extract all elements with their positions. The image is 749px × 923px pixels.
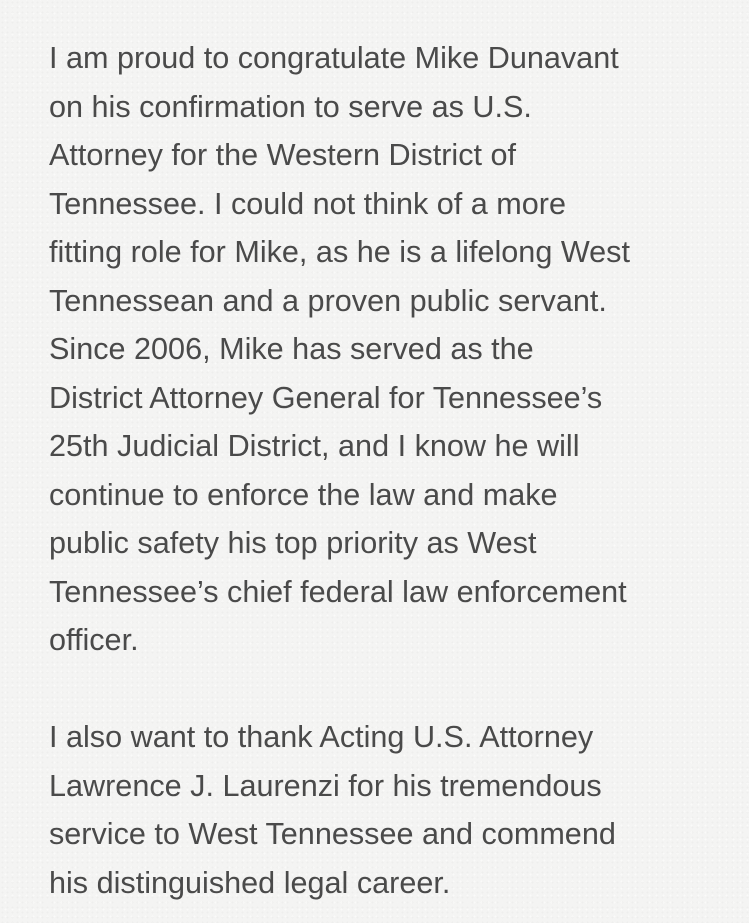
text-line: continue to enforce the law and make	[49, 477, 558, 512]
paragraph-1	[49, 34, 739, 665]
text-line: Lawrence J. Laurenzi for his tremendous	[49, 768, 602, 803]
text-line: officer.	[49, 623, 139, 657]
text-line: public safety his top priority as West	[49, 526, 537, 560]
text-line: Tennessee. I could not think of a more	[49, 186, 567, 221]
text-line: Tennessee’s chief federal law enforcement	[49, 574, 627, 609]
text-line: Attorney for the Western District of	[49, 138, 517, 172]
text-line: I also want to thank Acting U.S. Attorney	[49, 720, 594, 754]
text-line: on his confirmation to serve as U.S.	[49, 89, 532, 124]
text-line: Since 2006, Mike has served as the	[49, 332, 534, 366]
text-line: 25th Judicial District, and I know he will	[49, 429, 580, 463]
paragraph-2	[49, 713, 739, 907]
paragraph-gap	[49, 665, 739, 714]
text-line: his distinguished legal career.	[49, 865, 451, 900]
text-line: I am proud to congratulate Mike Dunavant	[49, 41, 619, 75]
text-line: District Attorney General for Tennessee’s	[49, 380, 603, 415]
text-line: fitting role for Mike, as he is a lifelong West	[49, 235, 630, 269]
text-line: service to West Tennessee and commend	[49, 817, 616, 851]
note-text	[49, 34, 739, 907]
text-line: Tennessean and a proven public servant.	[49, 283, 607, 318]
